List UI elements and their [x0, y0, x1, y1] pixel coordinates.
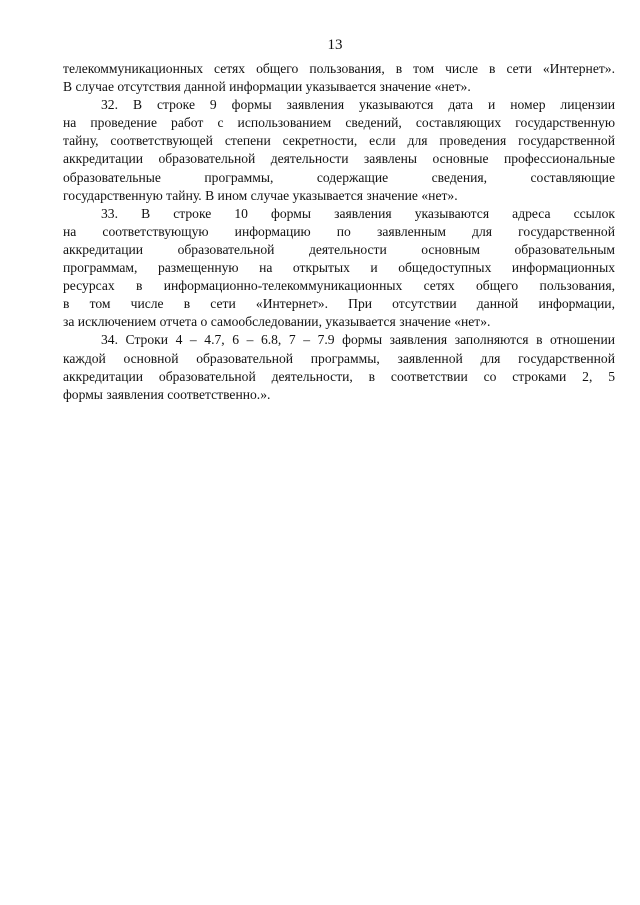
- paragraph-33-start: 33. В строке 10 формы заявления указываются адреса ссылок: [101, 205, 615, 221]
- page-number: 13: [327, 37, 343, 53]
- text-line: на соответствующую информацию по заявленным для государственной: [63, 223, 615, 239]
- text-line: программам, размещенную на открытых и общедоступных информационных: [63, 260, 615, 276]
- text-line: тайну, соответствующей степени секретности, если для проведения государственной: [63, 133, 615, 149]
- text-line: образовательные программы, содержащие сведения, составляющие: [63, 169, 615, 185]
- text-line: формы заявления соответственно.».: [63, 386, 271, 402]
- document-body: [63, 60, 615, 404]
- text-line: государственную тайну. В ином случае указывается значение «нет».: [63, 187, 458, 203]
- paragraph-32-start: 32. В строке 9 формы заявления указываются дата и номер лицензии: [101, 97, 615, 113]
- paragraph-34-start: 34. Строки 4 – 4.7, 6 – 6.8, 7 – 7.9 формы заявления заполняются в отношении: [101, 332, 615, 348]
- text-line: за исключением отчета о самообследовании, указывается значение «нет».: [63, 314, 491, 330]
- text-line: аккредитации образовательной деятельности заявлены основные профессиональные: [63, 151, 615, 167]
- text-line: на проведение работ с использованием сведений, составляющих государственную: [63, 115, 615, 131]
- text-line: в том числе в сети «Интернет». При отсутствии данной информации,: [63, 296, 615, 312]
- text-line: аккредитации образовательной деятельности основным образовательным: [63, 241, 615, 257]
- text-line: каждой основной образовательной программы, заявленной для государственной: [63, 350, 615, 366]
- text-line: аккредитации образовательной деятельности, в соответствии со строками 2, 5: [63, 368, 615, 384]
- text-line: В случае отсутствия данной информации указывается значение «нет».: [63, 79, 471, 95]
- text-line: ресурсах в информационно-телекоммуникационных сетях общего пользования,: [63, 278, 615, 294]
- text-line: телекоммуникационных сетях общего пользования, в том числе в сети «Интернет».: [63, 61, 615, 76]
